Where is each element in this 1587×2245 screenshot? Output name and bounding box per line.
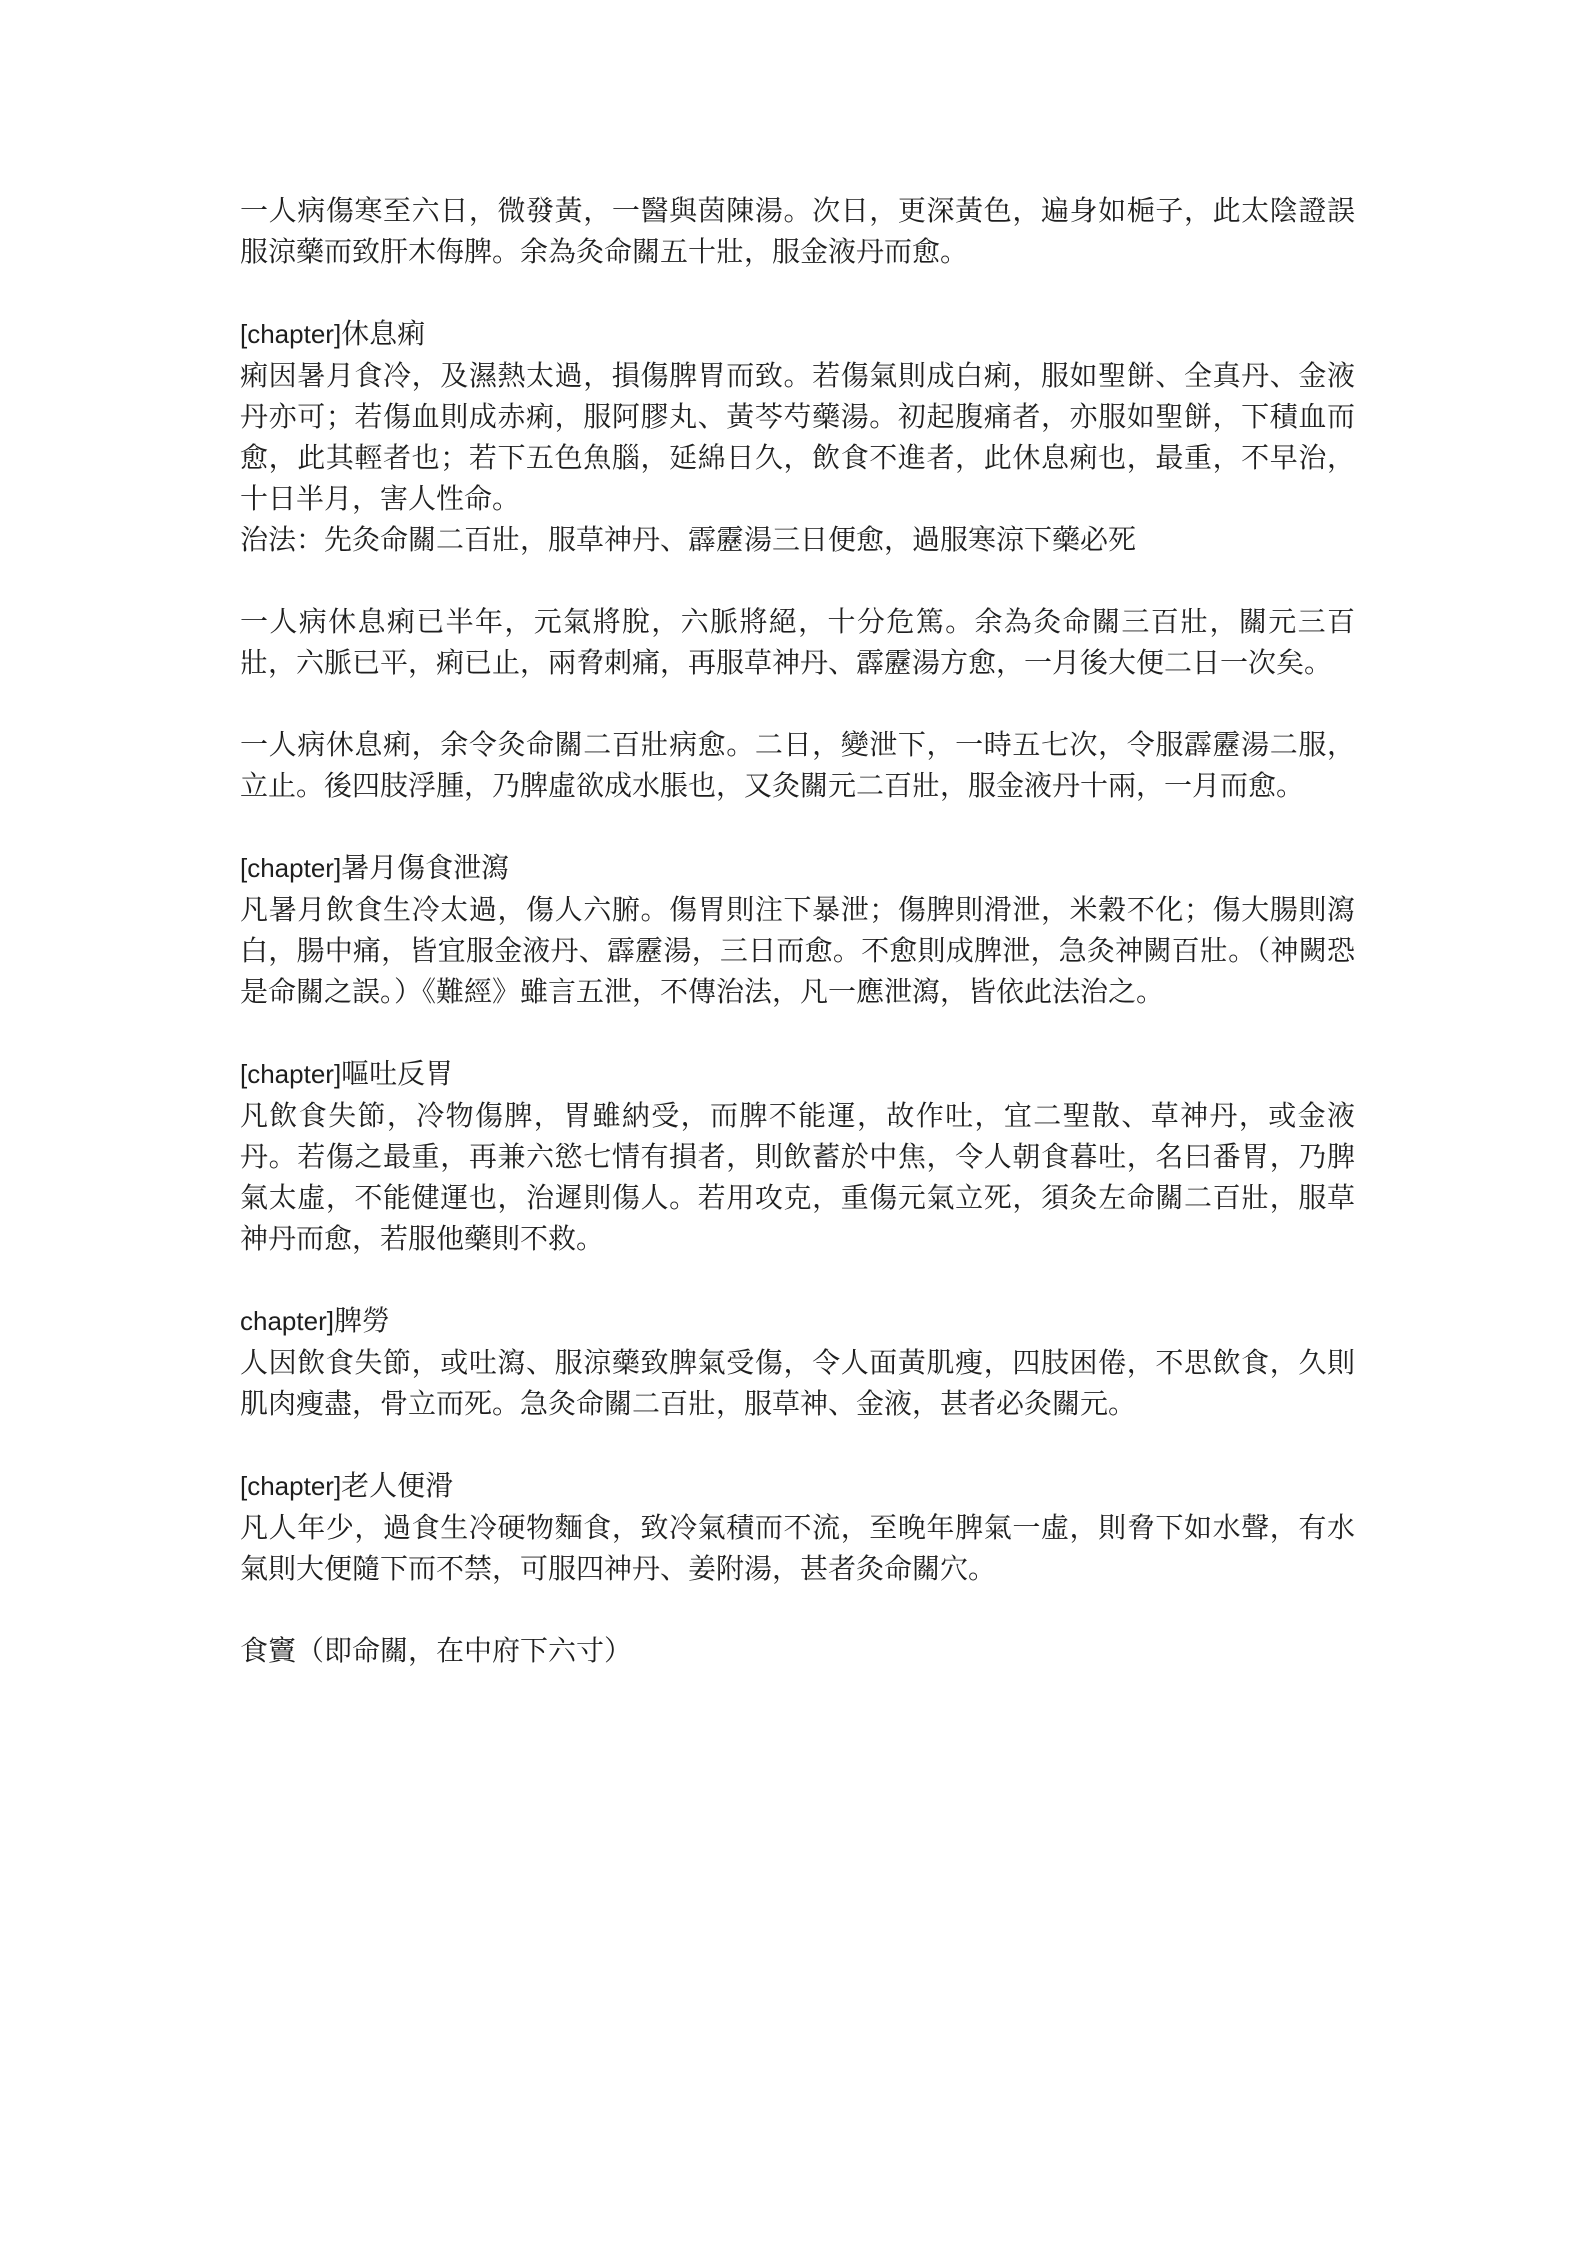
paragraph: 凡暑月飲食生冷太過，傷人六腑。傷胃則注下暴泄；傷脾則滑泄，米穀不化；傷大腸則瀉白，腸中痛，皆宜服金液丹、霹靂湯，三日而愈。不愈則成脾泄，急灸神闕百壯。（神闕恐是命關之誤。）《難經》雖言五泄，不傳治法，凡一應泄瀉，皆依此法治之。 xyxy=(240,893,1355,1008)
chapter-heading xyxy=(240,313,1355,355)
paragraph: 人因飲食失節，或吐瀉、服涼藥致脾氣受傷，令人面黃肌瘦，四肢困倦，不思飲食，久則肌肉瘦盡，骨立而死。急灸命關二百壯，服草神、金液，甚者必灸關元。 xyxy=(240,1346,1355,1420)
chapter-heading xyxy=(240,1465,1355,1507)
chapter-title: 休息痢 xyxy=(341,317,426,350)
chapter-title: 老人便滑 xyxy=(341,1469,454,1502)
paragraph: 痢因暑月食冷，及濕熱太過，損傷脾胃而致。若傷氣則成白痢，服如聖餅、全真丹、金液丹亦可；若傷血則成赤痢，服阿膠丸、黃芩芍藥湯。初起腹痛者，亦服如聖餅，下積血而愈，此其輕者也；若下五色魚腦，延綿日久，飲食不進者，此休息痢也，最重，不早治，十日半月，害人性命。 xyxy=(240,359,1355,515)
paragraph-gap xyxy=(240,1012,1355,1053)
paragraph-gap xyxy=(240,1424,1355,1465)
paragraph-gap xyxy=(240,1259,1355,1300)
chapter-heading xyxy=(240,847,1355,889)
paragraph: 一人病休息痢已半年，元氣將脫，六脈將絕，十分危篤。余為灸命關三百壯，關元三百壯，六脈已平，痢已止，兩脅刺痛，再服草神丹、霹靂湯方愈，一月後大便二日一次矣。 xyxy=(240,605,1355,679)
paragraph-gap xyxy=(240,272,1355,313)
chapter-heading xyxy=(240,1053,1355,1095)
chapter-tag: chapter] xyxy=(240,1306,334,1336)
document-body xyxy=(240,190,1355,1671)
paragraph-gap xyxy=(240,806,1355,847)
paragraph: 一人病傷寒至六日，微發黃，一醫與茵陳湯。次日，更深黃色，遍身如梔子，此太陰證誤服涼藥而致肝木侮脾。余為灸命關五十壯，服金液丹而愈。 xyxy=(240,194,1355,268)
chapter-tag: [chapter] xyxy=(240,853,342,883)
chapter-title: 脾勞 xyxy=(333,1304,390,1337)
paragraph: 凡人年少，過食生冷硬物麵食，致冷氣積而不流，至晚年脾氣一虛，則脅下如水聲，有水氣則大便隨下而不禁，可服四神丹、姜附湯，甚者灸命關穴。 xyxy=(240,1511,1355,1585)
chapter-title: 暑月傷食泄瀉 xyxy=(341,851,510,884)
chapter-heading xyxy=(240,1300,1355,1342)
chapter-tag: [chapter] xyxy=(240,319,342,349)
chapter-tag: [chapter] xyxy=(240,1471,342,1501)
paragraph: 食竇（即命關，在中府下六寸） xyxy=(240,1634,633,1667)
paragraph: 治法：先灸命關二百壯，服草神丹、霹靂湯三日便愈，過服寒涼下藥必死 xyxy=(240,523,1137,556)
paragraph: 凡飲食失節，冷物傷脾，胃雖納受，而脾不能運，故作吐，宜二聖散、草神丹，或金液丹。若傷之最重，再兼六慾七情有損者，則飲蓄於中焦，令人朝食暮吐，名曰番胃，乃脾氣太虛，不能健運也，治遲則傷人。若用攻克，重傷元氣立死，須灸左命關二百壯，服草神丹而愈，若服他藥則不救。 xyxy=(240,1099,1355,1255)
chapter-title: 嘔吐反胃 xyxy=(341,1057,454,1090)
chapter-tag: [chapter] xyxy=(240,1059,342,1089)
paragraph: 一人病休息痢，余令灸命關二百壯病愈。二日，變泄下，一時五七次，令服霹靂湯二服，立止。後四肢浮腫，乃脾虛欲成水脹也，又灸關元二百壯，服金液丹十兩，一月而愈。 xyxy=(240,728,1355,802)
paragraph-gap xyxy=(240,560,1355,601)
paragraph-gap xyxy=(240,683,1355,724)
paragraph-gap xyxy=(240,1589,1355,1630)
